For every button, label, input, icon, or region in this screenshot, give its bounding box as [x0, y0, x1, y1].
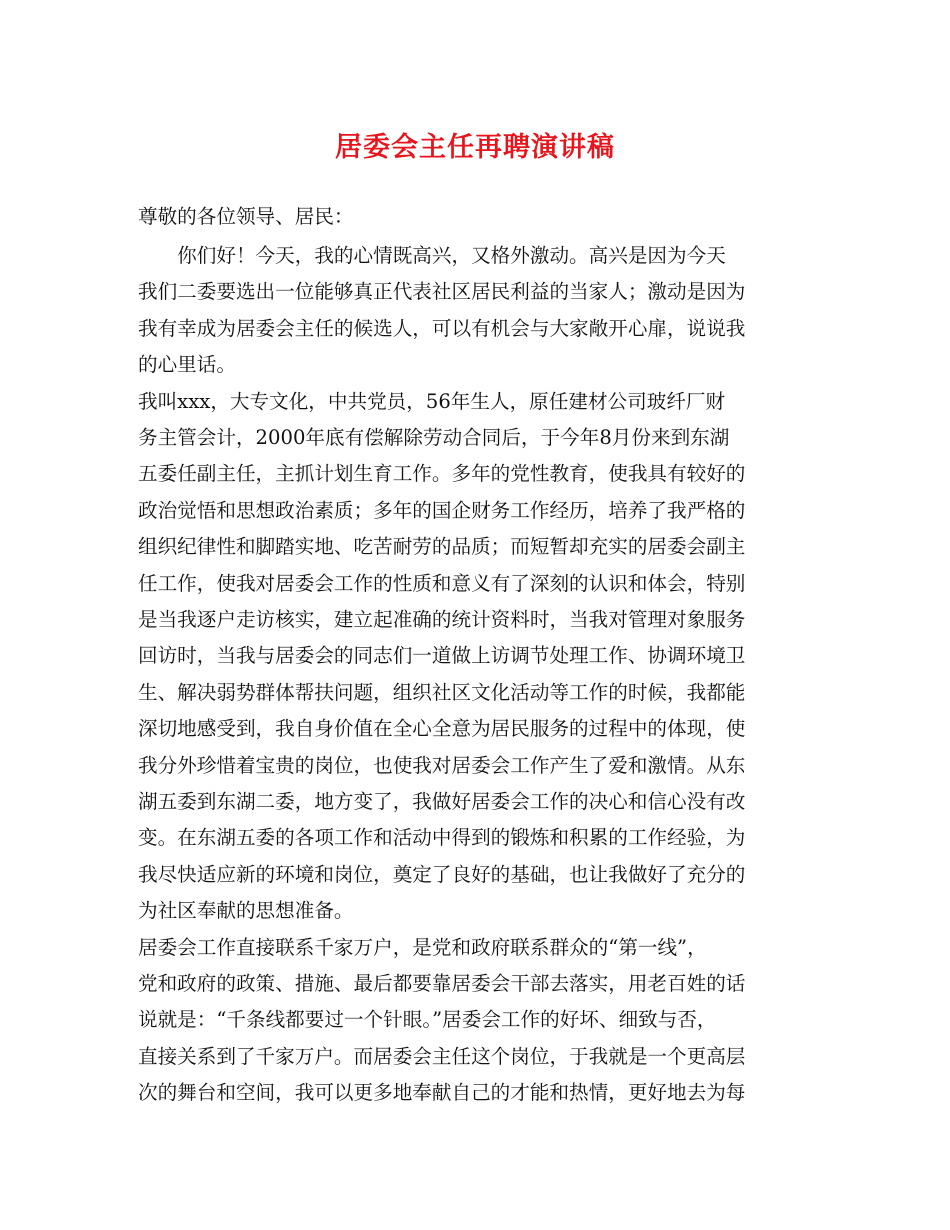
- text-line: 我叫xxx，大专文化，中共党员，56年生人，原任建材公司玻纤厂财: [138, 390, 726, 413]
- text-line: 次的舞台和空间，我可以更多地奉献自己的才能和热情，更好地去为每: [138, 1081, 746, 1104]
- text-line: 的心里话。: [138, 353, 236, 376]
- document-title: 居委会主任再聘演讲稿: [335, 132, 615, 163]
- text-line: 政治觉悟和思想政治素质；多年的国企财务工作经历，培养了我严格的: [138, 499, 746, 522]
- text-line: 居委会工作直接联系千家万户，是党和政府联系群众的“第一线”，: [138, 936, 707, 959]
- text-line: 说就是：“千条线都要过一个针眼。”居委会工作的好坏、细致与否，: [138, 1008, 717, 1031]
- text-line: 我们二委要选出一位能够真正代表社区居民利益的当家人；激动是因为: [138, 280, 746, 303]
- text-line: 我分外珍惜着宝贵的岗位，也使我对居委会工作产生了爱和激情。从东: [138, 754, 746, 777]
- text-line: 党和政府的政策、措施、最后都要靠居委会干部去落实，用老百姓的话: [138, 972, 746, 995]
- text-line: 为社区奉献的思想准备。: [138, 899, 354, 922]
- text-line: 我有幸成为居委会主任的候选人，可以有机会与大家敞开心扉，说说我: [138, 317, 746, 340]
- text-line: 是当我逐户走访核实，建立起准确的统计资料时，当我对管理对象服务: [138, 608, 746, 631]
- salutation: 尊敬的各位领导、居民：: [138, 205, 354, 228]
- text-line: 你们好！今天，我的心情既高兴，又格外激动。高兴是因为今天: [138, 244, 726, 267]
- text-line: 直接关系到了千家万户。而居委会主任这个岗位，于我就是一个更高层: [138, 1045, 746, 1068]
- text-line: 湖五委到东湖二委，地方变了，我做好居委会工作的决心和信心没有改: [138, 790, 746, 813]
- text-line: 我尽快适应新的环境和岗位，奠定了良好的基础，也让我做好了充分的: [138, 863, 746, 886]
- text-line: 组织纪律性和脚踏实地、吃苦耐劳的品质；而短暂却充实的居委会副主: [138, 535, 746, 558]
- text-line: 变。在东湖五委的各项工作和活动中得到的锻炼和积累的工作经验，为: [138, 826, 746, 849]
- text-line: 任工作，使我对居委会工作的性质和意义有了深刻的认识和体会，特别: [138, 572, 746, 595]
- text-line: 五委任副主任，主抓计划生育工作。多年的党性教育，使我具有较好的: [138, 462, 746, 485]
- text-line: 生、解决弱势群体帮扶问题，组织社区文化活动等工作的时候，我都能: [138, 681, 746, 704]
- text-line: 回访时，当我与居委会的同志们一道做上访调节处理工作、协调环境卫: [138, 644, 746, 667]
- text-line: 务主管会计，2000年底有偿解除劳动合同后，于今年8月份来到东湖: [138, 426, 730, 449]
- text-line: 深切地感受到，我自身价值在全心全意为居民服务的过程中的体现，使: [138, 717, 746, 740]
